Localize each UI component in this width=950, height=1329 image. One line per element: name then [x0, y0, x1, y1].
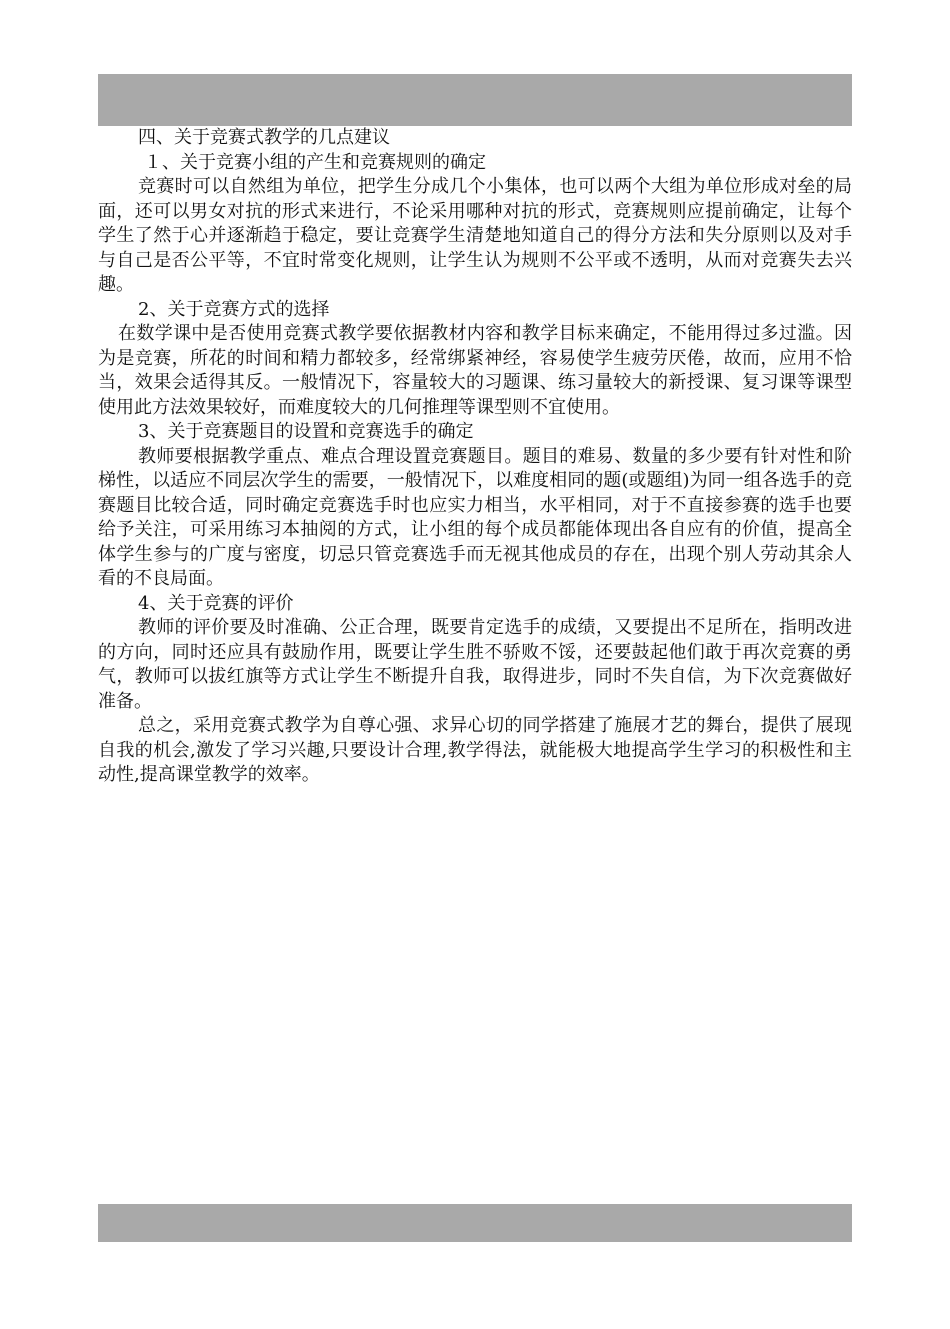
- footer-band: [98, 1204, 852, 1242]
- main-heading: 四、关于竞赛式教学的几点建议: [138, 127, 390, 148]
- section-3-heading: 3、关于竞赛题目的设置和竞赛选手的确定: [138, 421, 474, 442]
- conclusion-paragraph: 总之，采用竞赛式教学为自尊心强、求异心切的同学搭建了施展才艺的舞台，提供了展现自我的机会,激发了学习兴趣,只要设计合理,教学得法，就能极大地提高学生学习的积极性和主动性,提高课堂教学的效率。: [98, 715, 852, 785]
- section-4-heading: 4、关于竞赛的评价: [138, 592, 294, 614]
- header-band: [98, 74, 852, 126]
- section-3-paragraph: 教师要根据教学重点、难点合理设置竞赛题目。题目的难易、数量的多少要有针对性和阶梯性，以适应不同层次学生的需要，一般情况下，以难度相同的题(或题组)为同一组各选手的竞赛题目比较合适，同时确定竞赛选手时也应实力相当，水平相同，对于不直接参赛的选手也要给予关注，可采用练习本抽阅的方式，让小组的每个成员都能体现出各自应有的价值，提高全体学生参与的广度与密度，切忌只管竞赛选手而无视其他成员的存在，出现个别人劳动其余人看的不良局面。: [98, 445, 852, 589]
- section-1-heading: １、关于竞赛小组的产生和竞赛规则的确定: [144, 151, 486, 173]
- document-body: [98, 126, 852, 788]
- section-1-paragraph: 竞赛时可以自然组为单位，把学生分成几个小集体，也可以两个大组为单位形成对垒的局面，还可以男女对抗的形式来进行，不论采用哪种对抗的形式，竞赛规则应提前确定，让每个学生了然于心并逐渐趋于稳定，要让竞赛学生清楚地知道自己的得分方法和失分原则以及对手与自己是否公平等，不宜时常变化规则，让学生认为规则不公平或不透明，从而对竞赛失去兴趣。: [98, 176, 852, 295]
- section-4-paragraph: 教师的评价要及时准确、公正合理，既要肯定选手的成绩，又要提出不足所在，指明改进的方向，同时还应具有鼓励作用，既要让学生胜不骄败不馁，还要鼓起他们敢于再次竞赛的勇气，教师可以拔红旗等方式让学生不断提升自我，取得进步，同时不失自信，为下次竞赛做好准备。: [98, 617, 852, 712]
- section-2-paragraph: 在数学课中是否使用竞赛式教学要依据教材内容和教学目标来确定，不能用得过多过滥。因为是竞赛，所花的时间和精力都较多，经常绑紧神经，容易使学生疲劳厌倦，故而，应用不恰当，效果会适得其反。一般情况下，容量较大的习题课、练习量较大的新授课、复习课等课型使用此方法效果较好，而难度较大的几何推理等课型则不宜使用。: [98, 323, 852, 418]
- section-2-heading: 2、关于竞赛方式的选择: [138, 298, 330, 320]
